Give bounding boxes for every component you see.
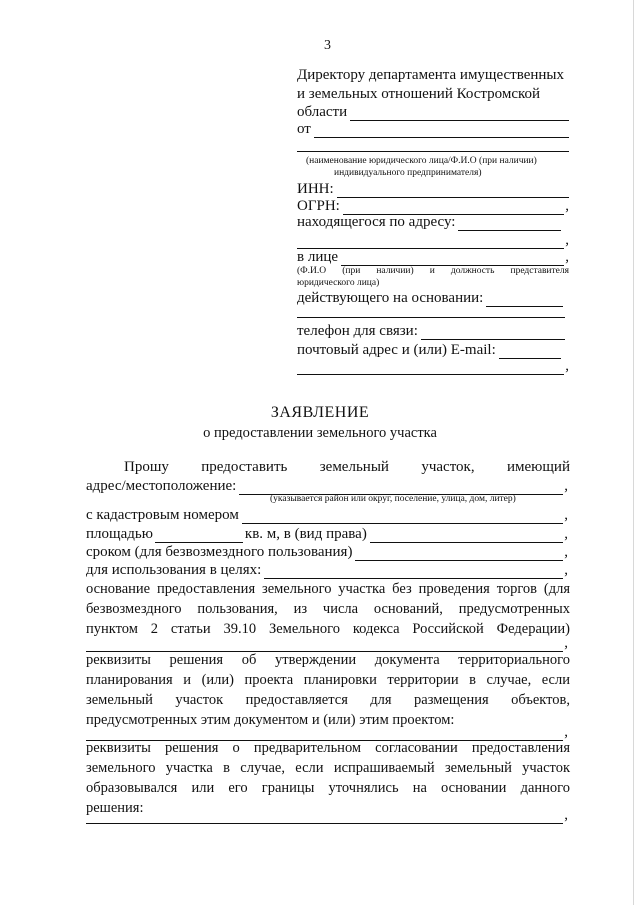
- grounds-text-3: пунктом 2 статьи 39.10 Земельного кодекса Российской Федерации): [86, 621, 570, 637]
- intro-word-5: имеющий: [506, 459, 570, 475]
- intro-word-3: земельный: [319, 459, 389, 475]
- person-note-1: (Ф.И.О (при наличии) и должность представителя: [297, 266, 569, 276]
- prelim-text-1: реквизиты решения о предварительном согласовании предоставления: [86, 740, 570, 756]
- page-number: 3: [324, 38, 331, 53]
- intro-word-1: Прошу: [124, 459, 169, 475]
- from-label: от: [297, 121, 311, 137]
- region-blank-field[interactable]: [350, 105, 569, 121]
- location-label: адрес/местоположение:: [86, 478, 237, 494]
- email-comma: ,: [565, 358, 569, 374]
- phone-label: телефон для связи:: [297, 323, 418, 339]
- from-row: [297, 120, 569, 138]
- inn-label: ИНН:: [297, 181, 334, 197]
- ogrn-label: ОГРН:: [297, 198, 340, 214]
- location-comma: ,: [564, 478, 568, 494]
- addressee-text-2: и земельных отношений Костромской: [297, 86, 541, 102]
- prelim-row: [86, 806, 568, 824]
- term-label: сроком (для безвозмездного пользования): [86, 544, 353, 560]
- entity-note-1: (наименование юридического лица/Ф.И.О (при наличии): [306, 156, 537, 166]
- addressee-line-2: [297, 85, 569, 103]
- addressee-line-1: [297, 66, 569, 84]
- document-subtitle: о предоставлении земельного участка: [203, 425, 437, 441]
- purpose-comma: ,: [564, 562, 568, 578]
- entity-name-field[interactable]: [297, 151, 569, 152]
- cadastral-row: [86, 506, 568, 524]
- intro-line: [124, 459, 570, 476]
- phone-row: [297, 322, 565, 340]
- basis-field-1[interactable]: [486, 291, 563, 307]
- entity-note-2: индивидуального предпринимателя): [334, 168, 482, 178]
- address-label: находящегося по адресу:: [297, 214, 456, 230]
- basis-row: [297, 289, 563, 307]
- basis-field-2[interactable]: [297, 317, 565, 318]
- address-row-2: [297, 231, 569, 249]
- location-note: (указывается район или округ, поселение, улица, дом, литер): [270, 494, 516, 504]
- address-field-2[interactable]: [297, 233, 564, 249]
- term-comma: ,: [564, 544, 568, 560]
- prelim-text-2: земельного участка в случае, если испрашиваемый земельный участок: [86, 760, 570, 776]
- page-edge: [633, 0, 634, 905]
- purpose-row: [86, 561, 568, 579]
- inn-field[interactable]: [337, 182, 569, 198]
- from-field[interactable]: [314, 122, 569, 138]
- inn-row: [297, 180, 569, 198]
- intro-word-2: предоставить: [201, 459, 288, 475]
- prelim-text-4: решения:: [86, 800, 144, 816]
- plan-text-1: реквизиты решения об утверждении документа территориального: [86, 652, 570, 668]
- grounds-text-2: безвозмездного пользования, из числа оснований, предусмотренных: [86, 601, 570, 617]
- address-row: [297, 213, 561, 231]
- plan-text-3: земельный участок предоставляется для размещения объектов,: [86, 692, 570, 708]
- area-comma: ,: [564, 526, 568, 542]
- plan-text-4: предусмотренных этим документом и (или) этим проектом:: [86, 712, 455, 728]
- prelim-comma: ,: [564, 807, 568, 823]
- term-row: [86, 543, 568, 561]
- grounds-text-1: основание предоставления земельного участка без проведения торгов (для: [86, 581, 570, 597]
- right-type-field[interactable]: [370, 527, 563, 543]
- person-label: в лице: [297, 249, 339, 265]
- cadastral-field[interactable]: [242, 508, 563, 524]
- document-title: ЗАЯВЛЕНИЕ: [270, 404, 370, 421]
- email-field-2[interactable]: [297, 359, 564, 375]
- person-field[interactable]: [341, 250, 564, 266]
- area-label: площадью: [86, 526, 153, 542]
- addressee-line-3: [297, 103, 569, 121]
- prelim-text-3: образовывался или его границы уточнялись на основании данного: [86, 780, 570, 796]
- basis-label: действующего на основании:: [297, 290, 484, 306]
- area-field[interactable]: [155, 527, 243, 543]
- email-label: почтовый адрес и (или) E-mail:: [297, 342, 496, 358]
- person-comma: ,: [565, 249, 569, 265]
- plan-text-2: планирования и (или) проекта планировки территории в случае, если: [86, 672, 570, 688]
- cadastral-comma: ,: [564, 507, 568, 523]
- addressee-text-3: области: [297, 104, 348, 120]
- term-field[interactable]: [355, 545, 563, 561]
- intro-word-4: участок,: [421, 459, 475, 475]
- phone-field[interactable]: [421, 324, 565, 340]
- address-comma: ,: [565, 232, 569, 248]
- addressee-text-1: Директору департамента имущественных: [297, 67, 565, 83]
- email-row-2: [297, 357, 569, 375]
- purpose-label: для использования в целях:: [86, 562, 262, 578]
- person-note-2: юридического лица): [297, 278, 380, 288]
- grounds-comma: ,: [564, 635, 568, 651]
- area-row: [86, 525, 568, 543]
- cadastral-label: с кадастровым номером: [86, 507, 239, 523]
- prelim-field[interactable]: [86, 808, 563, 824]
- ogrn-comma: ,: [565, 198, 569, 214]
- address-field-1[interactable]: [458, 215, 561, 231]
- person-row: [297, 248, 569, 266]
- purpose-field[interactable]: [264, 563, 563, 579]
- area-unit: кв. м, в (вид права): [244, 526, 367, 542]
- plan-comma: ,: [564, 724, 568, 740]
